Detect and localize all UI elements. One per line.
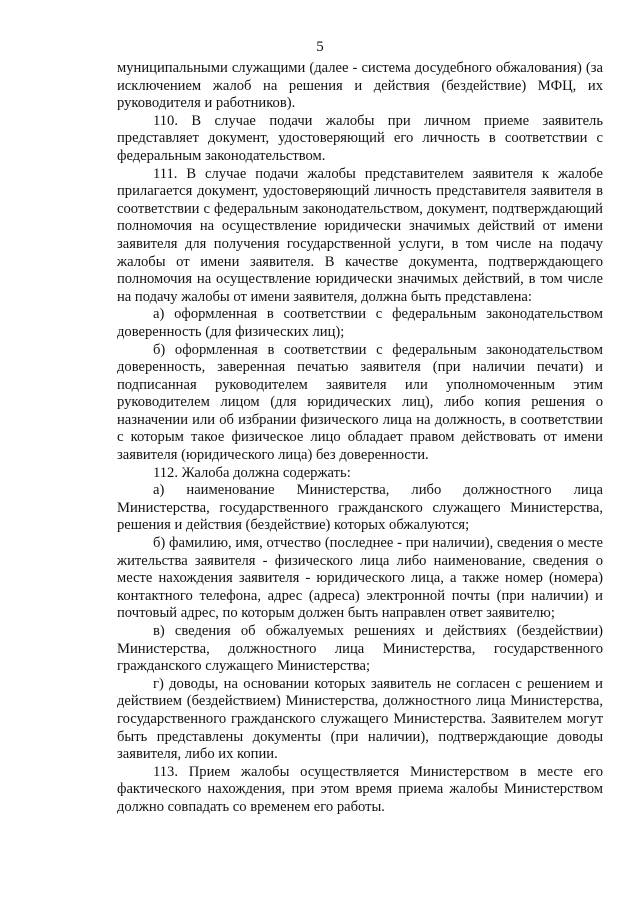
- paragraph-111-a: а) оформленная в соответствии с федеральным законодательством доверенность (для физических лиц);: [117, 306, 603, 340]
- page-number: 5: [316, 39, 324, 55]
- paragraph-112-b: б) фамилию, имя, отчество (последнее - при наличии), сведения о месте жительства заявителя - физического лица либо наименование, сведения о месте нахождения заявителя - юридического лица, а также номер (номера) контактного телефона, адрес (адреса) электронной почты (при наличии) и почтовый адрес, по которым должен быть направлен ответ заявителю;: [117, 535, 603, 622]
- paragraph-110: 110. В случае подачи жалобы при личном приеме заявитель представляет документ, удостоверяющий его личность в соответствии с федеральным законодательством.: [117, 112, 603, 164]
- paragraph-112: 112. Жалоба должна содержать:: [153, 464, 351, 481]
- document-text: [117, 60, 603, 817]
- paragraph-112-a: а) наименование Министерства, либо должностного лица Министерства, государственного гражданского служащего Министерства, решения и действия (бездействие) которых обжалуются;: [117, 482, 603, 534]
- paragraph-113: 113. Прием жалобы осуществляется Министерством в месте его фактического нахождения, при этом время приема жалобы Министерством должно совпадать со временем его работы.: [117, 763, 603, 815]
- paragraph-111-b: б) оформленная в соответствии с федеральным законодательством доверенность, заверенная печатью заявителя (при наличии печати) и подписанная руководителем заявителя или уполномоченным этим руководителем лицом (для юридических лиц), либо копия решения о назначении или об избрании физического лица на должность, в соответствии с которым такое физическое лицо обладает правом действовать от имени заявителя (юридического лица) без доверенности.: [117, 341, 603, 464]
- paragraph-continuation: муниципальными служащими (далее - система досудебного обжалования) (за исключением жалоб на решения и действия (бездействие) МФЦ, их руководителя и работников).: [117, 60, 603, 112]
- paragraph-112-v: в) сведения об обжалуемых решениях и действиях (бездействии) Министерства, должностного лица Министерства, государственного гражданского служащего Министерства;: [117, 623, 603, 675]
- paragraph-112-g: г) доводы, на основании которых заявитель не согласен с решением и действием (бездействием) Министерства, должностного лица Министерства, государственного гражданского служащего Министерства. Заявителем могут быть представлены документы (при наличии), подтверждающие доводы заявителя, либо их копии.: [117, 675, 603, 763]
- paragraph-111: 111. В случае подачи жалобы представителем заявителя к жалобе прилагается документ, удостоверяющий личность представителя заявителя в соответствии с федеральным законодательством, документ, подтверждающий полномочия на осуществление юридически значимых действий от имени заявителя для получения государственной услуги, в том числе на подачу жалобы от имени заявителя. В качестве документа, подтверждающего полномочия на осуществление юридически значимых действий, в том числе на подачу жалобы от имени заявителя, должна быть представлена:: [117, 165, 603, 305]
